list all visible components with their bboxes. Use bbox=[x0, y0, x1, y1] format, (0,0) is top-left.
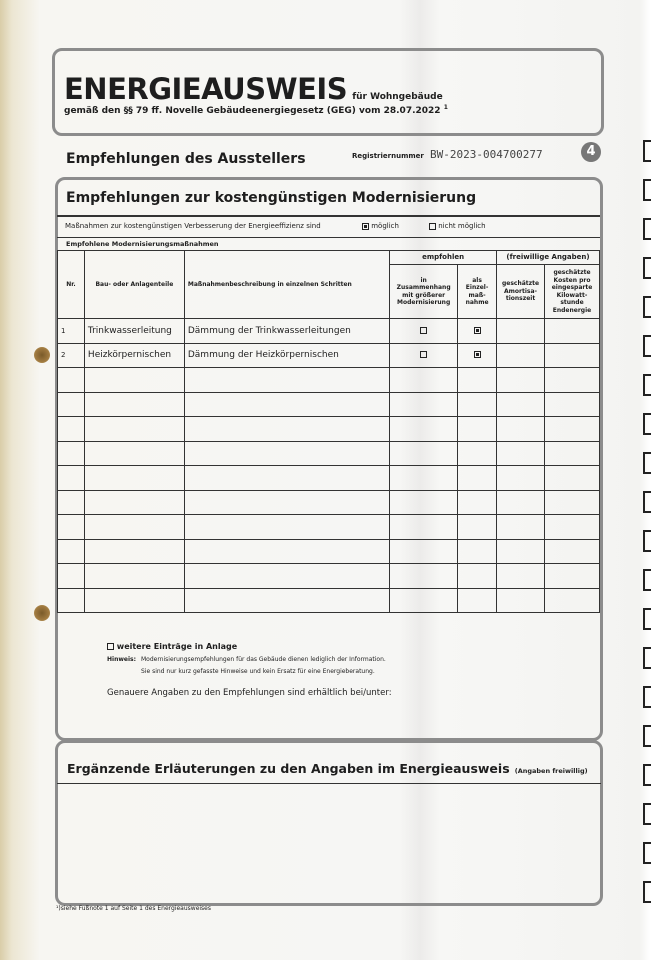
header-cost: geschätzte Kosten pro eingesparte Kilowatt-stunde Endenergie bbox=[545, 265, 600, 319]
row-part: Trinkwasserleitung bbox=[84, 319, 184, 344]
option-possible[interactable]: möglich bbox=[362, 222, 399, 230]
row-cost bbox=[545, 515, 600, 540]
row-cost bbox=[545, 588, 600, 613]
binder-mark bbox=[643, 686, 651, 708]
explanations-title: Ergänzende Erläuterungen zu den Angaben im Energieausweis (Angaben freiwillig) bbox=[67, 761, 588, 776]
row-amortisation bbox=[497, 368, 545, 393]
row-description bbox=[184, 588, 389, 613]
page-number-badge: 4 bbox=[581, 142, 601, 162]
row-cost bbox=[545, 564, 600, 589]
row-description bbox=[184, 441, 389, 466]
row-description bbox=[184, 466, 389, 491]
row-combined bbox=[390, 343, 458, 368]
checkbox[interactable] bbox=[420, 351, 427, 358]
row-amortisation bbox=[497, 490, 545, 515]
note-line-1: Modernisierungsempfehlungen für das Gebäude dienen lediglich der Information. bbox=[141, 656, 386, 663]
checkbox[interactable] bbox=[420, 327, 427, 334]
divider bbox=[57, 783, 601, 784]
row-amortisation bbox=[497, 515, 545, 540]
row-cost bbox=[545, 466, 600, 491]
binder-mark bbox=[643, 335, 651, 357]
row-part bbox=[84, 515, 184, 540]
binder-mark bbox=[643, 491, 651, 513]
legal-basis: gemäß den §§ 79 ff. Novelle Gebäudeenergiegesetz (GEG) vom 28.07.2022 $^1$ bbox=[64, 104, 448, 116]
possible-row: Maßnahmen zur kostengünstigen Verbesserung der Energieeffizienz sind möglich nicht möglich bbox=[57, 215, 600, 238]
punch-hole bbox=[34, 347, 50, 363]
option-not-possible[interactable]: nicht möglich bbox=[429, 222, 486, 230]
table-row bbox=[58, 564, 600, 589]
row-part bbox=[84, 490, 184, 515]
row-combined bbox=[390, 588, 458, 613]
table-row bbox=[58, 319, 600, 344]
row-amortisation bbox=[497, 588, 545, 613]
row-part bbox=[84, 441, 184, 466]
more-info-text: Genauere Angaben zu den Empfehlungen sind erhältlich bei/unter: bbox=[107, 688, 392, 698]
header-recommended: empfohlen bbox=[390, 251, 497, 265]
row-cost bbox=[545, 368, 600, 393]
row-single bbox=[458, 466, 497, 491]
row-combined bbox=[390, 515, 458, 540]
table-row bbox=[58, 515, 600, 540]
row-description bbox=[184, 417, 389, 442]
row-cost bbox=[545, 490, 600, 515]
row-nr bbox=[58, 392, 85, 417]
row-description bbox=[184, 368, 389, 393]
row-single bbox=[458, 515, 497, 540]
row-amortisation bbox=[497, 441, 545, 466]
row-nr bbox=[58, 368, 85, 393]
row-part bbox=[84, 564, 184, 589]
binder-mark bbox=[643, 374, 651, 396]
row-single bbox=[458, 368, 497, 393]
binder-mark bbox=[643, 608, 651, 630]
table-row bbox=[58, 539, 600, 564]
table-row bbox=[58, 466, 600, 491]
row-nr bbox=[58, 515, 85, 540]
binder-mark bbox=[643, 803, 651, 825]
row-part bbox=[84, 392, 184, 417]
note-label: Hinweis: bbox=[107, 656, 136, 663]
row-cost bbox=[545, 392, 600, 417]
row-single bbox=[458, 490, 497, 515]
binder-mark bbox=[643, 218, 651, 240]
note-line-2: Sie sind nur kurz gefasste Hinweise und kein Ersatz für eine Energieberatung. bbox=[141, 668, 375, 675]
row-single bbox=[458, 588, 497, 613]
row-nr bbox=[58, 588, 85, 613]
modernisation-title: Empfehlungen zur kostengünstigen Modernisierung bbox=[66, 190, 477, 206]
header-amortisation: geschätzte Amortisa-tionszeit bbox=[497, 265, 545, 319]
binder-mark bbox=[643, 140, 651, 162]
row-description: Dämmung der Trinkwasserleitungen bbox=[184, 319, 389, 344]
row-amortisation bbox=[497, 319, 545, 344]
row-nr bbox=[58, 417, 85, 442]
punch-hole bbox=[34, 605, 50, 621]
row-description bbox=[184, 564, 389, 589]
row-part bbox=[84, 466, 184, 491]
table-row bbox=[58, 441, 600, 466]
row-nr bbox=[58, 564, 85, 589]
binder-mark bbox=[643, 257, 651, 279]
row-nr bbox=[58, 466, 85, 491]
binder-mark bbox=[643, 530, 651, 552]
row-description bbox=[184, 515, 389, 540]
row-combined bbox=[390, 490, 458, 515]
binder-mark bbox=[643, 725, 651, 747]
row-combined bbox=[390, 319, 458, 344]
row-part bbox=[84, 368, 184, 393]
binder-mark bbox=[643, 881, 651, 903]
table-row bbox=[58, 392, 600, 417]
row-description bbox=[184, 392, 389, 417]
row-nr: 1 bbox=[58, 319, 85, 344]
row-nr bbox=[58, 490, 85, 515]
row-description: Dämmung der Heizkörpernischen bbox=[184, 343, 389, 368]
row-amortisation bbox=[497, 466, 545, 491]
document-title: ENERGIEAUSWEIS für Wohngebäude bbox=[64, 72, 443, 106]
row-amortisation bbox=[497, 564, 545, 589]
row-amortisation bbox=[497, 417, 545, 442]
binder-mark bbox=[643, 452, 651, 474]
row-single bbox=[458, 343, 497, 368]
checkbox[interactable] bbox=[474, 327, 481, 334]
row-combined bbox=[390, 441, 458, 466]
row-part: Heizkörpernischen bbox=[84, 343, 184, 368]
row-combined bbox=[390, 466, 458, 491]
registration-number: BW-2023-004700277 bbox=[430, 148, 543, 161]
header-voluntary: (freiwillige Angaben) bbox=[497, 251, 600, 265]
table-row bbox=[58, 417, 600, 442]
header-combined: in Zusammenhang mit größerer Modernisierung bbox=[390, 265, 458, 319]
table-row bbox=[58, 588, 600, 613]
measures-table bbox=[57, 250, 600, 613]
row-cost bbox=[545, 441, 600, 466]
binder-mark bbox=[643, 647, 651, 669]
more-entries-checkbox[interactable]: weitere Einträge in Anlage bbox=[107, 642, 237, 651]
section-title: Empfehlungen des Ausstellers bbox=[66, 151, 306, 167]
row-part bbox=[84, 588, 184, 613]
binder-mark bbox=[643, 179, 651, 201]
checkbox[interactable] bbox=[474, 351, 481, 358]
row-combined bbox=[390, 368, 458, 393]
table-caption: Empfohlene Modernisierungsmaßnahmen bbox=[66, 240, 219, 248]
binder-mark bbox=[643, 413, 651, 435]
row-nr bbox=[58, 441, 85, 466]
binder-mark bbox=[643, 842, 651, 864]
row-amortisation bbox=[497, 392, 545, 417]
binder-mark bbox=[643, 569, 651, 591]
row-amortisation bbox=[497, 539, 545, 564]
row-description bbox=[184, 490, 389, 515]
binder-mark bbox=[643, 296, 651, 318]
row-cost bbox=[545, 319, 600, 344]
row-combined bbox=[390, 564, 458, 589]
row-amortisation bbox=[497, 343, 545, 368]
registration-label: Registriernummer bbox=[352, 152, 424, 160]
table-row bbox=[58, 368, 600, 393]
row-combined bbox=[390, 392, 458, 417]
row-cost bbox=[545, 417, 600, 442]
table-row bbox=[58, 343, 600, 368]
header-description: Maßnahmenbeschreibung in einzelnen Schritten bbox=[184, 251, 389, 319]
row-single bbox=[458, 441, 497, 466]
row-combined bbox=[390, 539, 458, 564]
row-description bbox=[184, 539, 389, 564]
row-cost bbox=[545, 539, 600, 564]
header-nr: Nr. bbox=[58, 251, 85, 319]
row-cost bbox=[545, 343, 600, 368]
header-single: als Einzel-maß-nahme bbox=[458, 265, 497, 319]
table-row bbox=[58, 490, 600, 515]
row-part bbox=[84, 417, 184, 442]
binder-mark bbox=[643, 764, 651, 786]
row-nr: 2 bbox=[58, 343, 85, 368]
row-single bbox=[458, 564, 497, 589]
header-part: Bau- oder Anlagenteile bbox=[84, 251, 184, 319]
row-single bbox=[458, 417, 497, 442]
row-nr bbox=[58, 539, 85, 564]
row-single bbox=[458, 319, 497, 344]
footnote: ¹)siehe Fußnote 1 auf Seite 1 des Energieausweises bbox=[56, 905, 211, 912]
row-part bbox=[84, 539, 184, 564]
row-combined bbox=[390, 417, 458, 442]
row-single bbox=[458, 539, 497, 564]
row-single bbox=[458, 392, 497, 417]
